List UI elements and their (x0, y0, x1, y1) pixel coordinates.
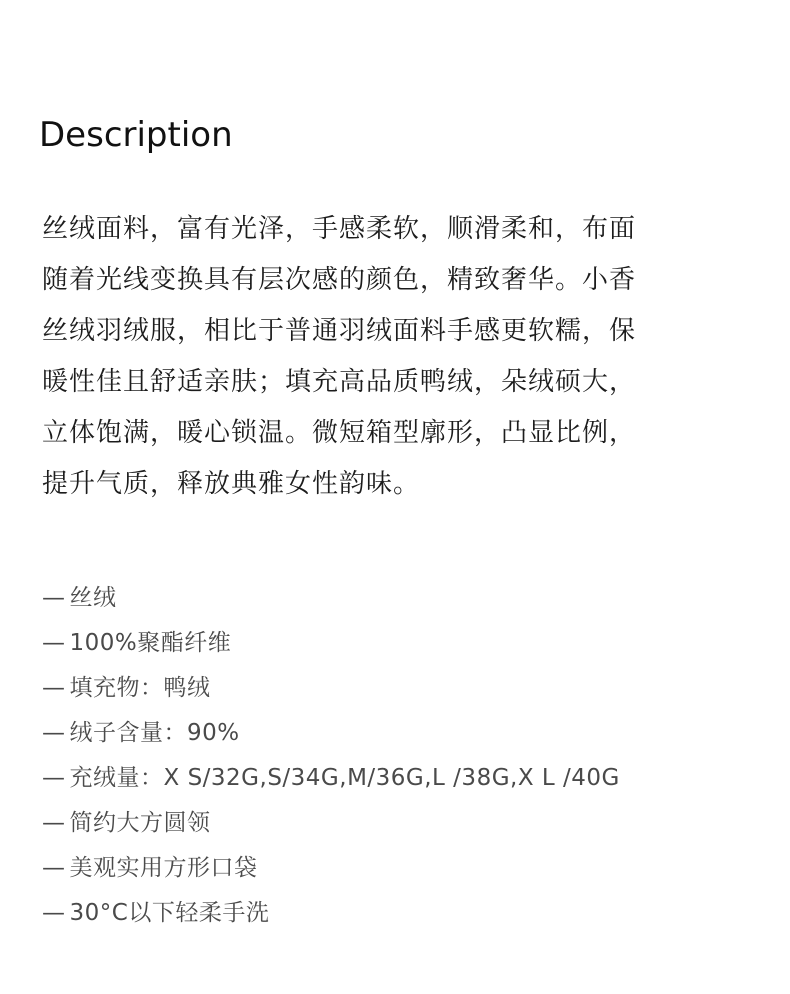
dash-marker: — (42, 900, 66, 926)
dash-marker: — (42, 675, 66, 701)
description-line: 提升气质，释放典雅女性韵味。 (42, 469, 421, 499)
spec-text: 丝绒 (69, 585, 117, 611)
dash-marker: — (42, 855, 66, 881)
spec-item-material (42, 576, 620, 621)
dash-marker: — (42, 630, 66, 656)
spec-item-pocket (42, 846, 620, 891)
spec-text: 绒子含量：90% (69, 720, 240, 746)
description-line: 立体饱满，暖心锁温。微短箱型廓形，凸显比例， (42, 418, 637, 448)
dash-marker: — (42, 720, 66, 746)
spec-text: 30°C以下轻柔手洗 (69, 900, 270, 926)
description-line: 随着光线变换具有层次感的颜色，精致奢华。小香 (42, 265, 637, 295)
spec-text: 充绒量：X S/32G,S/34G,M/36G,L /38G,X L /40G (69, 765, 620, 791)
spec-item-fill-weight (42, 756, 620, 801)
spec-item-filling (42, 666, 620, 711)
dash-marker: — (42, 765, 66, 791)
spec-item-down-content (42, 711, 620, 756)
description-line: 丝绒面料，富有光泽，手感柔软，顺滑柔和，布面 (42, 214, 637, 244)
dash-marker: — (42, 810, 66, 836)
dash-marker: — (42, 585, 66, 611)
spec-item-care (42, 891, 620, 936)
product-description (42, 204, 702, 510)
spec-item-composition (42, 621, 620, 666)
spec-text: 简约大方圆领 (69, 810, 211, 836)
spec-text: 美观实用方形口袋 (69, 855, 258, 881)
spec-list (42, 576, 620, 936)
description-line: 暖性佳且舒适亲肤；填充高品质鸭绒，朵绒硕大， (42, 367, 637, 397)
page-title: Description (39, 114, 233, 155)
spec-text: 100%聚酯纤维 (69, 630, 232, 656)
spec-text: 填充物：鸭绒 (69, 675, 211, 701)
spec-item-collar (42, 801, 620, 846)
description-line: 丝绒羽绒服，相比于普通羽绒面料手感更软糯，保 (42, 316, 637, 346)
